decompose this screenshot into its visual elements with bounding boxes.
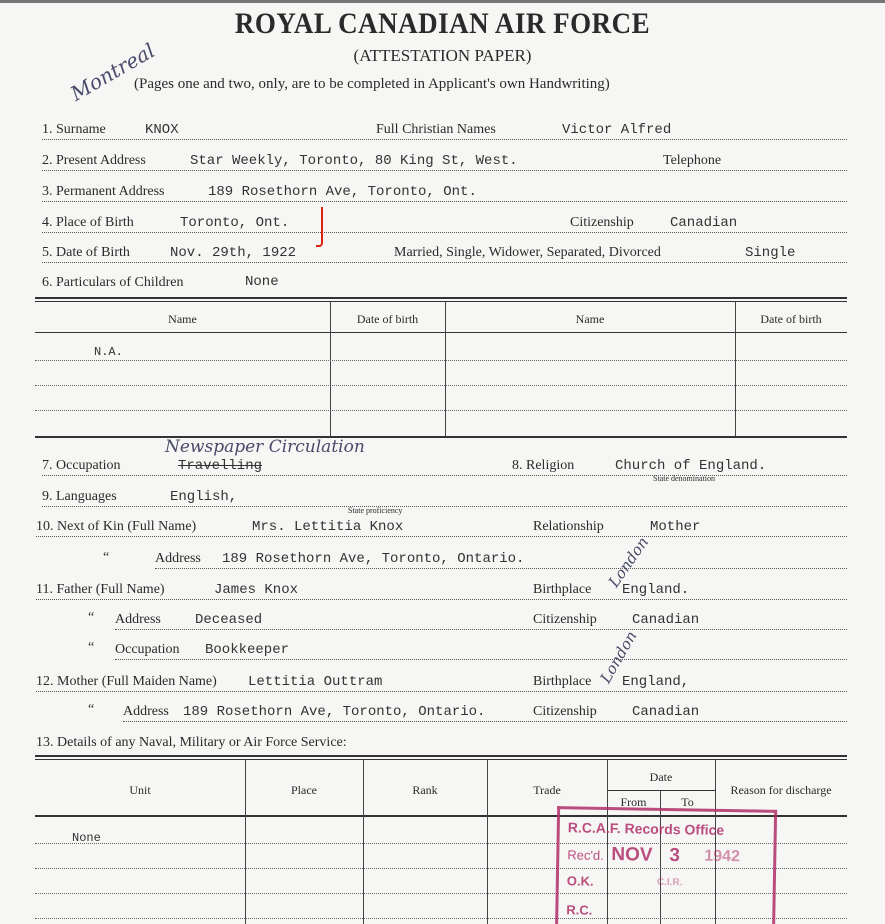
table-top-rule [35, 759, 847, 760]
mother-address-label: Address [123, 704, 169, 719]
marital-label: Married, Single, Widower, Separated, Divorced [394, 245, 661, 260]
father-occupation-value: Bookkeeper [205, 642, 290, 658]
date-subheader-rule [607, 790, 715, 791]
table-row [35, 385, 847, 386]
christian-names-label: Full Christian Names [376, 122, 496, 137]
father-value: James Knox [214, 582, 299, 598]
permanent-address-label: 3. Permanent Address [42, 184, 165, 199]
col-header-rank: Rank [412, 783, 438, 797]
telephone-label: Telephone [663, 153, 722, 168]
father-label: 11. Father (Full Name) [36, 582, 165, 597]
page-title: ROYAL CANADIAN AIR FORCE [234, 6, 651, 40]
ditto-mark: “ [103, 550, 110, 565]
col-header-name: Name [168, 312, 197, 326]
father-address-label: Address [115, 612, 161, 627]
occupation-handwritten-value: Newspaper Circulation [165, 437, 365, 457]
table-bottom-rule [35, 436, 847, 438]
col-header-from: From [620, 795, 647, 809]
languages-label: 9. Languages [42, 489, 117, 504]
kin-address-label: Address [155, 551, 201, 566]
ditto-mark: “ [88, 610, 95, 625]
father-citizenship-label: Citizenship [533, 612, 597, 627]
margin-handwriting: Montreal [66, 38, 159, 106]
languages-row [42, 488, 847, 507]
place-of-birth-value: Toronto, Ont. [180, 215, 290, 231]
present-address-label: 2. Present Address [42, 153, 146, 168]
surname-value: KNOX [145, 122, 179, 138]
mother-citizenship-label: Citizenship [533, 704, 597, 719]
mother-birthplace-handwritten: London [596, 627, 641, 687]
next-of-kin-label: 10. Next of Kin (Full Name) [36, 519, 197, 534]
father-birthplace-handwritten: London [604, 533, 653, 591]
ditto-mark: “ [88, 702, 95, 717]
place-of-birth-label: 4. Place of Birth [42, 215, 134, 230]
religion-label: 8. Religion [512, 458, 575, 473]
col-header-place: Place [291, 783, 317, 797]
father-occupation-label: Occupation [115, 642, 180, 657]
col-header-date: Date [649, 770, 673, 784]
mother-address-value: 189 Rosethorn Ave, Toronto, Ontario. [183, 704, 486, 720]
service-cell-value: None [72, 831, 101, 845]
stamp-ok-code: C.I.R. [656, 876, 683, 889]
mother-birthplace-value: England, [622, 674, 690, 690]
next-of-kin-value: Mrs. Lettitia Knox [252, 519, 404, 535]
stamp-ok-label: O.K. [566, 873, 594, 889]
stamp-office: R.C.A.F. Records Office [567, 819, 725, 839]
table-row [35, 360, 847, 361]
present-address-value: Star Weekly, Toronto, 80 King St, West. [190, 153, 518, 169]
col-header-trade: Trade [533, 783, 561, 797]
mother-value: Lettitia Outtram [248, 674, 383, 690]
permanent-address-value: 189 Rosethorn Ave, Toronto, Ont. [208, 184, 477, 200]
stamp-year: 1942 [704, 847, 741, 866]
religion-value: Church of England. [615, 458, 767, 474]
relationship-label: Relationship [533, 519, 604, 534]
dob-label: 5. Date of Birth [42, 245, 130, 260]
service-label: 13. Details of any Naval, Military or Air Force Service: [36, 735, 347, 750]
table-row [35, 410, 847, 411]
col-header-name: Name [575, 312, 605, 326]
records-office-stamp [555, 806, 777, 924]
table-header-rule [35, 332, 847, 333]
col-header-reason: Reason for discharge [730, 783, 832, 797]
instructions-note: (Pages one and two, only, are to be completed in Applicant's own Handwriting) [134, 76, 610, 92]
stamp-rc-label: R.C. [566, 902, 593, 918]
occupation-label: 7. Occupation [42, 458, 121, 473]
father-birthplace-value: England. [622, 582, 690, 598]
surname-label: 1. Surname [42, 122, 106, 137]
kin-address-value: 189 Rosethorn Ave, Toronto, Ontario. [222, 551, 525, 567]
marital-value: Single [745, 245, 796, 261]
red-check-mark [316, 207, 323, 247]
col-header-to: To [681, 795, 694, 809]
stamp-month: NOV [611, 844, 653, 866]
religion-hint: State denomination [653, 474, 715, 483]
father-citizenship-value: Canadian [632, 612, 700, 628]
dob-value: Nov. 29th, 1922 [170, 245, 297, 261]
stamp-recd-label: Rec'd. [567, 847, 604, 863]
col-header-unit: Unit [129, 783, 151, 797]
children-cell-value: N.A. [94, 345, 123, 359]
children-label: 6. Particulars of Children [42, 275, 184, 290]
languages-value: English, [170, 489, 238, 505]
col-header-dob: Date of birth [760, 312, 822, 326]
citizenship-label: Citizenship [570, 215, 634, 230]
table-top-rule [35, 301, 847, 302]
col-header-dob: Date of birth [356, 312, 419, 326]
mother-label: 12. Mother (Full Maiden Name) [36, 674, 217, 689]
father-address-value: Deceased [195, 612, 263, 628]
mother-birthplace-label: Birthplace [533, 674, 592, 689]
christian-names-value: Victor Alfred [562, 122, 672, 138]
languages-hint: State proficiency [348, 506, 403, 515]
relationship-value: Mother [650, 519, 701, 535]
citizenship-value: Canadian [670, 215, 738, 231]
table-top-rule [35, 755, 847, 757]
mother-citizenship-value: Canadian [632, 704, 700, 720]
stamp-day: 3 [669, 845, 681, 867]
scan-edge [0, 0, 885, 3]
page-subtitle: (ATTESTATION PAPER) [353, 46, 532, 65]
father-birthplace-label: Birthplace [533, 582, 592, 597]
children-value: None [245, 274, 279, 290]
occupation-struck-value: Travelling [178, 458, 263, 474]
table-top-rule [35, 297, 847, 299]
ditto-mark: “ [88, 640, 95, 655]
